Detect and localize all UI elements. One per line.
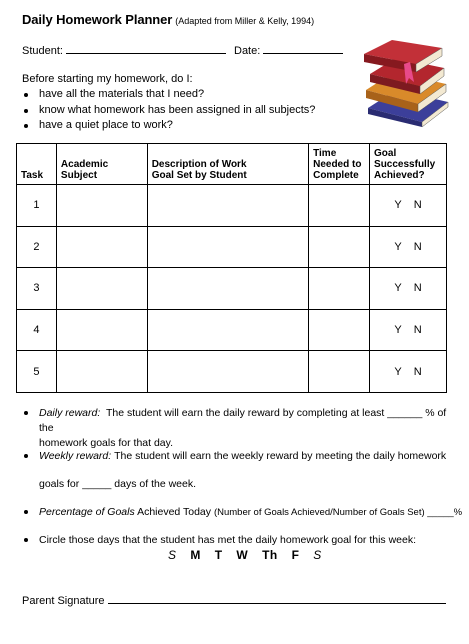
header-goal-achieved: Goal Successfully Achieved? — [370, 144, 447, 185]
yes-option[interactable]: Y — [394, 282, 402, 295]
date-label: Date: — [234, 45, 261, 57]
checklist-item: know what homework has been assigned in all subjects? — [22, 103, 315, 119]
table-row — [17, 268, 447, 310]
weekly-reward-label: Weekly reward: — [39, 450, 112, 462]
subject-cell[interactable] — [56, 226, 147, 268]
header-description: Description of Work Goal Set by Student — [147, 144, 308, 185]
day-wednesday[interactable]: W — [236, 548, 249, 562]
description-cell[interactable] — [147, 351, 308, 393]
goal-cell[interactable] — [370, 226, 447, 268]
day-thursday[interactable]: Th — [262, 548, 278, 562]
bullet-icon — [24, 454, 28, 458]
bullet-icon — [24, 93, 28, 97]
task-number: 2 — [17, 226, 57, 268]
page-title — [22, 11, 314, 29]
weekly-reward-cont — [22, 477, 196, 492]
goal-cell[interactable] — [370, 268, 447, 310]
percentage-goals-label: Percentage of Goals — [39, 506, 135, 518]
task-number: 4 — [17, 309, 57, 351]
description-cell[interactable] — [147, 226, 308, 268]
circle-days-text: Circle those days that the student has met the daily homework goal for this week: — [39, 534, 417, 546]
percentage-goals-item — [22, 505, 462, 520]
daily-reward-text: The student will earn the daily reward by completing at least ______ % of the — [39, 407, 447, 434]
weekly-reward-text: The student will earn the weekly reward by meeting the daily homework — [114, 450, 447, 462]
time-cell[interactable] — [309, 351, 370, 393]
day-sunday[interactable]: S — [168, 548, 177, 562]
yes-option[interactable]: Y — [394, 365, 402, 378]
table-header-row — [17, 144, 447, 185]
checklist-item: have a quiet place to work? — [22, 118, 315, 134]
yes-option[interactable]: Y — [394, 199, 402, 212]
homework-task-table — [16, 143, 447, 393]
description-cell[interactable] — [147, 309, 308, 351]
student-label: Student: — [22, 45, 63, 57]
student-blank-line[interactable] — [66, 42, 226, 54]
weekly-reward-item — [22, 449, 452, 464]
day-tuesday[interactable]: T — [214, 548, 223, 562]
student-field[interactable] — [22, 42, 226, 57]
table-row — [17, 351, 447, 393]
bullet-icon — [24, 510, 28, 514]
weekly-reward-text-cont: goals for _____ days of the week. — [39, 478, 197, 490]
day-monday[interactable]: M — [190, 548, 201, 562]
bullet-icon — [24, 411, 28, 415]
percentage-goals-formula: (Number of Goals Achieved/Number of Goals Set) _____% — [213, 507, 463, 518]
checklist-item: have all the materials that I need? — [22, 87, 315, 103]
no-option[interactable]: N — [413, 240, 422, 253]
checklist-intro: Before starting my homework, do I: — [22, 73, 193, 85]
yes-option[interactable]: Y — [394, 324, 402, 337]
subject-cell[interactable] — [56, 309, 147, 351]
books-stack-icon — [362, 38, 452, 128]
subject-cell[interactable] — [56, 268, 147, 310]
time-cell[interactable] — [309, 226, 370, 268]
parent-signature-field[interactable] — [22, 592, 446, 607]
header-academic-subject: Academic Subject — [56, 144, 147, 185]
daily-reward-text-cont: homework goals for that day. — [39, 437, 174, 449]
no-option[interactable]: N — [413, 282, 422, 295]
parent-signature-label: Parent Signature — [22, 595, 105, 607]
date-blank-line[interactable] — [263, 42, 343, 54]
subject-cell[interactable] — [56, 185, 147, 227]
description-cell[interactable] — [147, 268, 308, 310]
task-number: 5 — [17, 351, 57, 393]
no-option[interactable]: N — [413, 365, 422, 378]
time-cell[interactable] — [309, 268, 370, 310]
time-cell[interactable] — [309, 309, 370, 351]
no-option[interactable]: N — [413, 199, 422, 212]
title-source-note: (Adapted from Miller & Kelly, 1994) — [175, 16, 315, 26]
goal-cell[interactable] — [370, 185, 447, 227]
bullet-icon — [24, 538, 28, 542]
daily-reward-label: Daily reward: — [39, 407, 101, 419]
day-friday[interactable]: F — [291, 548, 300, 562]
description-cell[interactable] — [147, 185, 308, 227]
table-row — [17, 226, 447, 268]
bullet-icon — [24, 124, 28, 128]
task-number: 3 — [17, 268, 57, 310]
circle-days-item — [22, 533, 462, 548]
header-task: Task — [17, 144, 57, 185]
table-row — [17, 309, 447, 351]
table-row — [17, 185, 447, 227]
percentage-goals-achieved: Achieved Today — [137, 506, 212, 518]
yes-option[interactable]: Y — [394, 240, 402, 253]
goal-cell[interactable] — [370, 309, 447, 351]
subject-cell[interactable] — [56, 351, 147, 393]
header-time-needed: Time Needed to Complete — [309, 144, 370, 185]
weekday-selector — [168, 548, 332, 562]
time-cell[interactable] — [309, 185, 370, 227]
goal-cell[interactable] — [370, 351, 447, 393]
pre-homework-checklist — [22, 87, 315, 134]
date-field[interactable] — [234, 42, 343, 57]
signature-blank-line[interactable] — [108, 592, 446, 604]
day-saturday[interactable]: S — [313, 548, 322, 562]
task-number: 1 — [17, 185, 57, 227]
no-option[interactable]: N — [413, 324, 422, 337]
daily-reward-item — [22, 406, 452, 451]
title-main: Daily Homework Planner — [22, 12, 173, 27]
bullet-icon — [24, 109, 28, 113]
